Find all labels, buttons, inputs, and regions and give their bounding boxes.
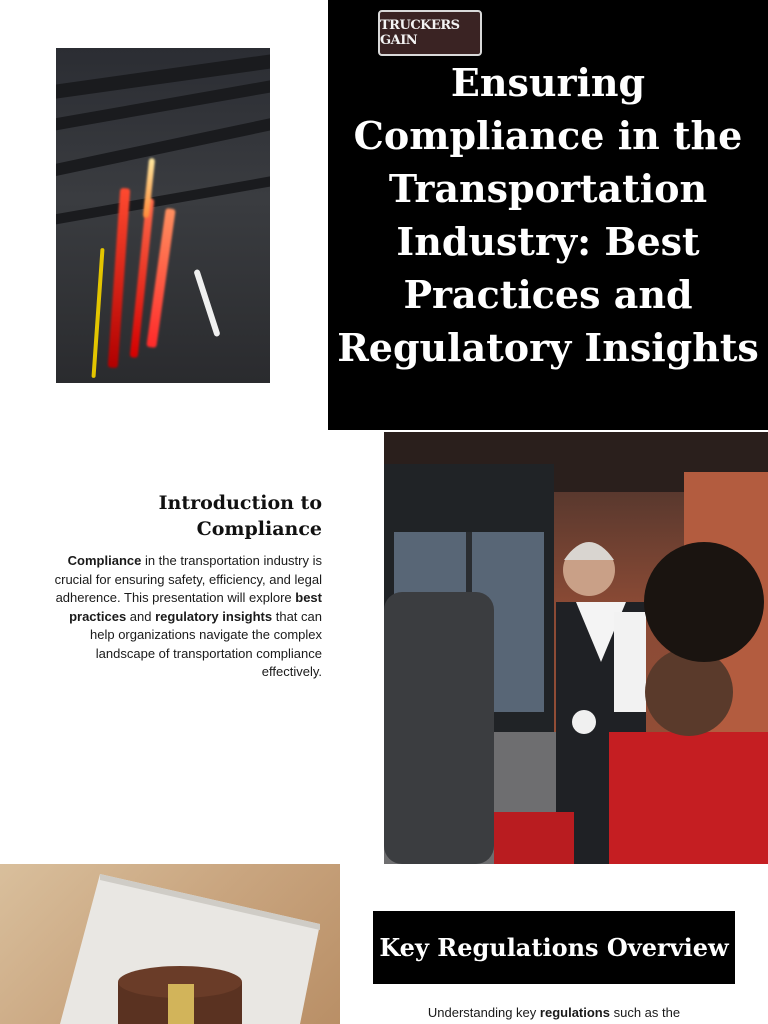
bridge-beam (56, 116, 270, 178)
key-text: Understanding key (427, 1005, 540, 1020)
key-text: such as the (609, 1005, 681, 1020)
bridge-beam (56, 174, 270, 226)
business-meeting-image (384, 432, 768, 864)
bold-term: Compliance (67, 553, 142, 568)
judge-gavel-image (0, 864, 340, 1024)
key-regulations-heading-box (373, 911, 735, 984)
page-title: Ensuring Compliance in the Transportation Industry: Best Practices and Regulatory Insights (337, 60, 759, 370)
lane-marker (193, 269, 220, 337)
light-trail (143, 158, 155, 218)
intro-text: that can help organizations navigate the complex landscape of transportation compliance effectively. (90, 608, 322, 679)
bold-term: regulatory insights (155, 608, 273, 624)
light-trail (108, 188, 131, 368)
logo-text: TRUCKERS GAIN (380, 18, 460, 48)
lane-marker (91, 248, 104, 378)
highway-light-trails-image (56, 48, 270, 383)
intro-text: and (126, 608, 156, 624)
key-regulations-paragraph (384, 1004, 724, 1022)
brand-logo (378, 10, 482, 56)
bold-term: best practices (69, 590, 322, 624)
gavel-illustration (0, 864, 340, 1024)
intro-paragraph (52, 552, 322, 682)
bold-term: regulations (539, 1005, 610, 1020)
intro-heading: Introduction to Compliance (158, 492, 322, 540)
intro-text: in the transportation industry is crucial for ensuring safety, efficiency, and legal adherence. This presentation will explore (54, 553, 322, 605)
meeting-illustration (384, 432, 768, 864)
key-regulations-heading: Key Regulations Overview (379, 933, 729, 962)
